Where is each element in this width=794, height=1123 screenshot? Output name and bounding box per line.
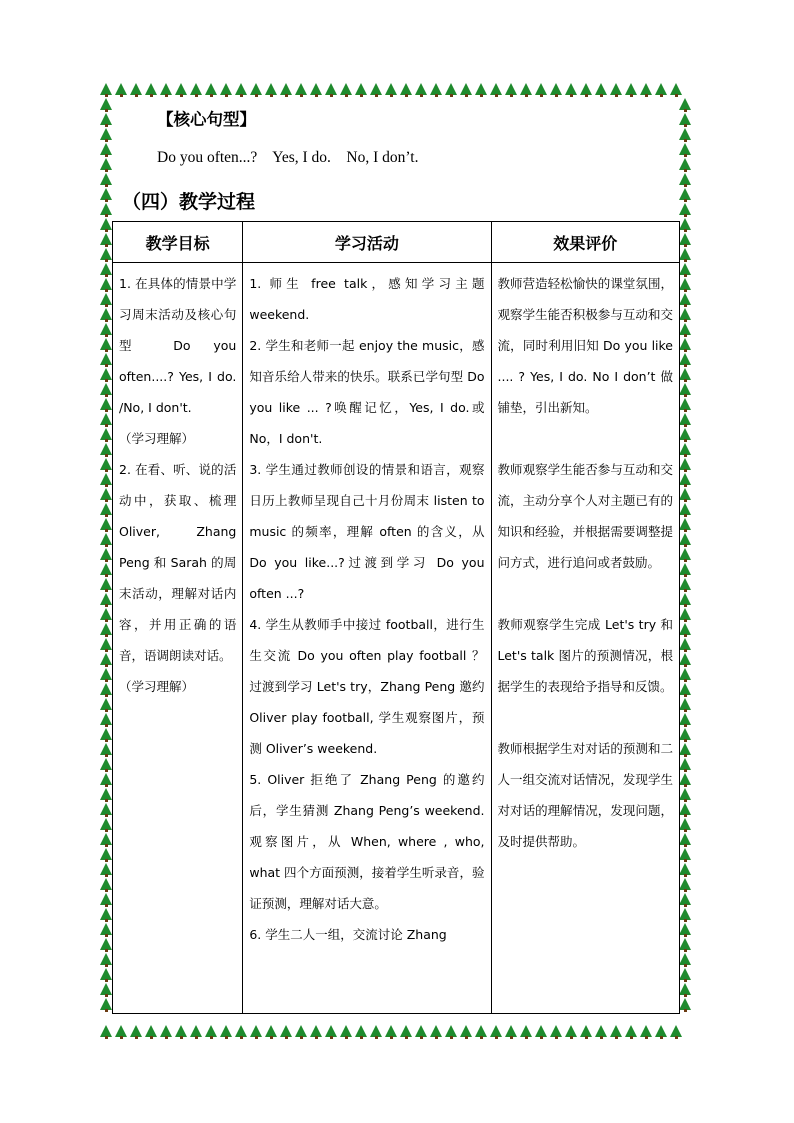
evaluation-item: 教师观察学生完成 Let's try 和 Let's talk 图片的预测情况，根据学生的表现给予指导和反馈。 bbox=[497, 617, 673, 694]
header-goals: 教学目标 bbox=[113, 222, 243, 263]
tree-icon bbox=[679, 668, 692, 682]
tree-icon bbox=[400, 83, 413, 97]
tree-icon bbox=[625, 1025, 638, 1039]
tree-icon bbox=[679, 788, 692, 802]
tree-icon bbox=[679, 623, 692, 637]
tree-icon bbox=[679, 578, 692, 592]
tree-icon bbox=[679, 938, 692, 952]
activity-item: 3. 学生通过教师创设的情景和语言，观察日历上教师呈现自己十月份周末 listen to music 的频率，理解 often 的含义，从 Do you like...?过渡到学习 Do you often ...? bbox=[249, 462, 485, 601]
tree-icon bbox=[130, 1025, 143, 1039]
tree-icon bbox=[679, 743, 692, 757]
tree-icon bbox=[679, 548, 692, 562]
tree-icon bbox=[325, 1025, 338, 1039]
tree-icon bbox=[340, 83, 353, 97]
tree-icon bbox=[679, 908, 692, 922]
tree-icon bbox=[490, 1025, 503, 1039]
tree-icon bbox=[565, 83, 578, 97]
goal-item: 2. 在看、听、说的活动中，获取、梳理 Oliver, Zhang Peng 和 Sarah 的周末活动，理解对话内容，并用正确的语音，语调朗读对话。 bbox=[119, 462, 237, 663]
tree-icon bbox=[355, 1025, 368, 1039]
tree-icon bbox=[679, 98, 692, 112]
tree-icon bbox=[679, 473, 692, 487]
tree-icon bbox=[265, 1025, 278, 1039]
tree-icon bbox=[679, 323, 692, 337]
tree-icon bbox=[100, 173, 113, 187]
tree-icon bbox=[235, 83, 248, 97]
header-evaluation: 效果评价 bbox=[491, 222, 680, 263]
tree-icon bbox=[679, 413, 692, 427]
tree-icon bbox=[565, 1025, 578, 1039]
tree-icon bbox=[679, 398, 692, 412]
tree-icon bbox=[580, 83, 593, 97]
tree-icon bbox=[679, 383, 692, 397]
tree-icon bbox=[295, 83, 308, 97]
tree-icon bbox=[100, 98, 113, 112]
tree-icon bbox=[679, 353, 692, 367]
tree-icon bbox=[679, 113, 692, 127]
spacer bbox=[498, 423, 674, 454]
goal-item: （学习理解） bbox=[119, 431, 195, 446]
tree-icon bbox=[160, 1025, 173, 1039]
activity-item: 4. 学生从教师手中接过 football，进行生生交流 Do you often play football ？ 过渡到学习 Let's try，Zhang Peng 邀约 Oliver play football, 学生观察图片，预测 Oliver’s weekend. bbox=[249, 617, 485, 756]
tree-icon bbox=[280, 83, 293, 97]
tree-icon bbox=[430, 1025, 443, 1039]
tree-icon bbox=[370, 83, 383, 97]
table-header-row bbox=[113, 222, 680, 263]
table-row bbox=[113, 263, 680, 1014]
tree-icon bbox=[505, 83, 518, 97]
tree-icon bbox=[175, 1025, 188, 1039]
tree-icon bbox=[400, 1025, 413, 1039]
tree-icon bbox=[415, 1025, 428, 1039]
tree-icon bbox=[430, 83, 443, 97]
tree-icon bbox=[205, 83, 218, 97]
tree-icon bbox=[220, 1025, 233, 1039]
tree-icon bbox=[625, 83, 638, 97]
tree-icon bbox=[679, 593, 692, 607]
tree-icon bbox=[679, 128, 692, 142]
tree-icon bbox=[679, 293, 692, 307]
tree-icon bbox=[100, 1025, 113, 1039]
tree-icon bbox=[160, 83, 173, 97]
tree-icon bbox=[385, 1025, 398, 1039]
tree-icon bbox=[520, 1025, 533, 1039]
tree-icon bbox=[679, 608, 692, 622]
tree-icon bbox=[679, 203, 692, 217]
tree-icon bbox=[595, 83, 608, 97]
tree-icon bbox=[100, 128, 113, 142]
tree-icon bbox=[385, 83, 398, 97]
core-sentence-heading: 【核心句型】 bbox=[157, 110, 256, 129]
tree-icon bbox=[679, 368, 692, 382]
tree-icon bbox=[679, 518, 692, 532]
tree-icon bbox=[679, 248, 692, 262]
tree-icon bbox=[475, 83, 488, 97]
tree-icon bbox=[295, 1025, 308, 1039]
tree-icon bbox=[679, 968, 692, 982]
core-sentence-text: Do you often...? Yes, I do. No, I don’t. bbox=[157, 149, 419, 166]
tree-icon bbox=[535, 1025, 548, 1039]
tree-icon bbox=[679, 338, 692, 352]
tree-icon bbox=[679, 563, 692, 577]
spacer bbox=[498, 702, 674, 733]
tree-icon bbox=[445, 83, 458, 97]
activity-item: 1. 师生 free talk，感知学习主题 weekend. bbox=[249, 276, 485, 322]
tree-icon bbox=[610, 1025, 623, 1039]
tree-icon bbox=[679, 143, 692, 157]
tree-icon bbox=[679, 728, 692, 742]
tree-icon bbox=[679, 428, 692, 442]
activity-item: 2. 学生和老师一起 enjoy the music，感知音乐给人带来的快乐。联系已学句型 Do you like ... ?唤醒记忆，Yes, I do.或 No，I don't. bbox=[249, 338, 485, 446]
tree-icon bbox=[325, 83, 338, 97]
tree-icon bbox=[679, 443, 692, 457]
tree-icon bbox=[250, 1025, 263, 1039]
tree-icon bbox=[610, 83, 623, 97]
tree-icon bbox=[100, 83, 113, 97]
tree-icon bbox=[679, 863, 692, 877]
tree-icon bbox=[679, 683, 692, 697]
tree-icon bbox=[115, 83, 128, 97]
tree-icon bbox=[145, 83, 158, 97]
tree-icon bbox=[679, 773, 692, 787]
tree-icon bbox=[370, 1025, 383, 1039]
tree-icon bbox=[640, 83, 653, 97]
spacer bbox=[498, 578, 674, 609]
tree-icon bbox=[640, 1025, 653, 1039]
tree-icon bbox=[535, 83, 548, 97]
tree-icon bbox=[679, 503, 692, 517]
tree-icon bbox=[679, 638, 692, 652]
tree-icon bbox=[679, 983, 692, 997]
tree-icon bbox=[679, 698, 692, 712]
tree-icon bbox=[679, 758, 692, 772]
tree-icon bbox=[100, 158, 113, 172]
tree-icon bbox=[679, 818, 692, 832]
tree-icon bbox=[340, 1025, 353, 1039]
tree-icon bbox=[679, 848, 692, 862]
tree-icon bbox=[679, 458, 692, 472]
tree-icon bbox=[679, 158, 692, 172]
goal-item: 1. 在具体的情景中学习周末活动及核心句型 Do you often....? Yes, I do. /No, I don't. bbox=[119, 276, 237, 415]
tree-icon bbox=[679, 488, 692, 502]
tree-icon bbox=[679, 923, 692, 937]
tree-icon bbox=[679, 998, 692, 1012]
tree-icon bbox=[265, 83, 278, 97]
tree-icon bbox=[550, 1025, 563, 1039]
teaching-process-table bbox=[112, 221, 680, 1014]
tree-icon bbox=[175, 83, 188, 97]
goal-item: （学习理解） bbox=[119, 679, 195, 694]
tree-icon bbox=[205, 1025, 218, 1039]
tree-icon bbox=[145, 1025, 158, 1039]
activity-item: 5. Oliver 拒绝了 Zhang Peng 的邀约后，学生猜测 Zhang Peng’s weekend. 观察图片，从 When, where , who, what 四个方面预测，接着学生听录音，验证预测，理解对话大意。 bbox=[249, 772, 485, 911]
tree-icon bbox=[679, 953, 692, 967]
tree-icon bbox=[520, 83, 533, 97]
tree-icon bbox=[679, 278, 692, 292]
tree-icon bbox=[490, 83, 503, 97]
tree-icon bbox=[355, 83, 368, 97]
tree-icon bbox=[679, 263, 692, 277]
tree-icon bbox=[679, 803, 692, 817]
tree-icon bbox=[595, 1025, 608, 1039]
tree-icon bbox=[115, 1025, 128, 1039]
tree-icon bbox=[679, 173, 692, 187]
tree-icon bbox=[100, 188, 113, 202]
tree-icon bbox=[130, 83, 143, 97]
tree-icon bbox=[655, 83, 668, 97]
tree-icon bbox=[100, 143, 113, 157]
tree-icon bbox=[679, 833, 692, 847]
tree-icon bbox=[670, 83, 683, 97]
tree-icon bbox=[670, 1025, 683, 1039]
tree-icon bbox=[415, 83, 428, 97]
tree-icon bbox=[679, 233, 692, 247]
tree-icon bbox=[445, 1025, 458, 1039]
tree-icon bbox=[100, 203, 113, 217]
tree-icon bbox=[460, 1025, 473, 1039]
activity-item: 6. 学生二人一组，交流讨论 Zhang bbox=[249, 927, 447, 942]
evaluation-item: 教师观察学生能否参与互动和交流，主动分享个人对主题已有的知识和经验，并根据需要调整提问方式，进行追问或者鼓励。 bbox=[497, 462, 673, 570]
evaluation-item: 教师根据学生对对话的预测和二人一组交流对话情况，发现学生对对话的理解情况，发现问题，及时提供帮助。 bbox=[497, 741, 673, 849]
tree-icon bbox=[679, 893, 692, 907]
tree-icon bbox=[190, 1025, 203, 1039]
tree-icon bbox=[460, 83, 473, 97]
header-activities: 学习活动 bbox=[243, 222, 491, 263]
tree-icon bbox=[679, 653, 692, 667]
tree-icon bbox=[679, 533, 692, 547]
tree-icon bbox=[310, 1025, 323, 1039]
tree-icon bbox=[505, 1025, 518, 1039]
tree-icon bbox=[679, 308, 692, 322]
section-title: （四）教学过程 bbox=[122, 191, 256, 213]
tree-icon bbox=[100, 113, 113, 127]
evaluation-cell bbox=[491, 263, 680, 1014]
tree-icon bbox=[679, 713, 692, 727]
tree-icon bbox=[580, 1025, 593, 1039]
tree-icon bbox=[220, 83, 233, 97]
tree-icon bbox=[310, 83, 323, 97]
tree-icon bbox=[655, 1025, 668, 1039]
tree-icon bbox=[679, 218, 692, 232]
tree-icon bbox=[280, 1025, 293, 1039]
activities-cell bbox=[243, 263, 491, 1014]
tree-icon bbox=[550, 83, 563, 97]
tree-icon bbox=[679, 878, 692, 892]
tree-icon bbox=[190, 83, 203, 97]
tree-icon bbox=[679, 188, 692, 202]
tree-icon bbox=[250, 83, 263, 97]
tree-icon bbox=[235, 1025, 248, 1039]
evaluation-item: 教师营造轻松愉快的课堂氛围，观察学生能否积极参与互动和交流，同时利用旧知 Do you like .... ? Yes, I do. No I don’t 做铺垫，引出新知。 bbox=[497, 276, 673, 415]
goals-cell bbox=[113, 263, 243, 1014]
tree-icon bbox=[475, 1025, 488, 1039]
